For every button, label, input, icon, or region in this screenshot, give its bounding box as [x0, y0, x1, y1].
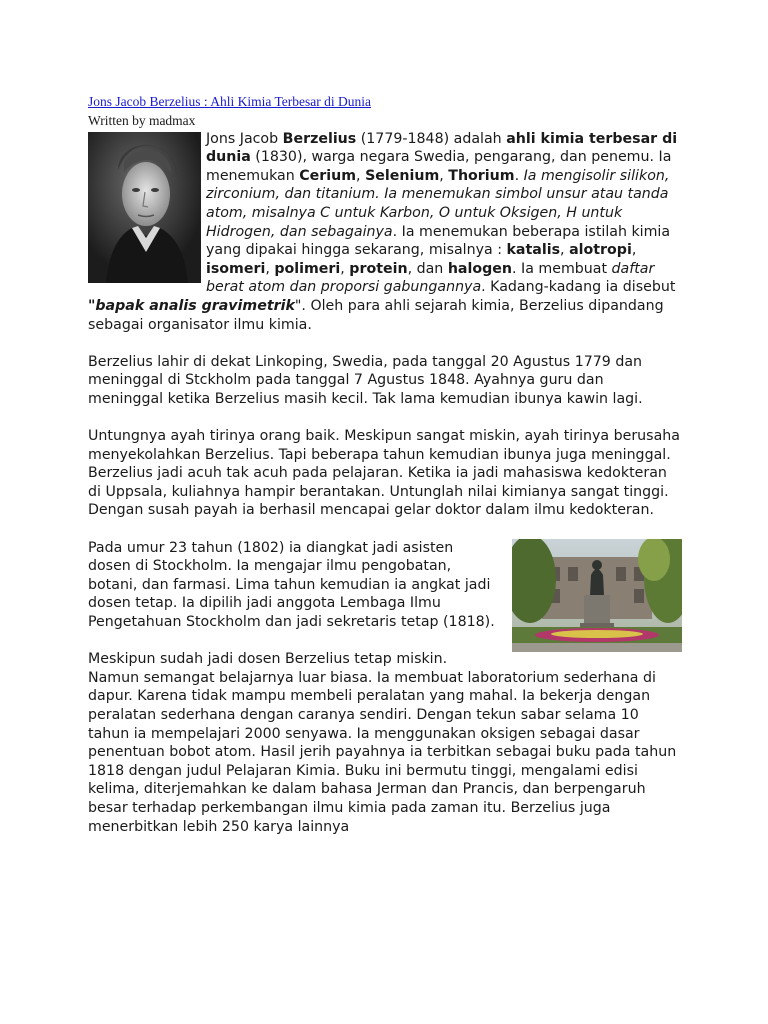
intro-text-6: . — [514, 167, 524, 184]
byline: Written by madmax — [88, 112, 196, 128]
intro-italic-daftar: daftar berat atom dan proporsi gabungannya — [206, 260, 655, 296]
intro-text-5: , — [439, 167, 449, 184]
statue-photo-image — [512, 539, 682, 652]
paragraph-intro — [88, 130, 682, 335]
intro-text-4: , — [356, 167, 366, 184]
intro-bold-ahli-kimia: ahli kimia terbesar di dunia — [206, 130, 678, 166]
intro-italic-isolir: Ia mengisolir silikon, zirconium, dan titanium. Ia menemukan simbol unsur atau tanda atom, misalnya C untuk Karbon, O untuk Oksigen, H untuk Hidrogen, dan sebagainya — [206, 167, 670, 240]
intro-bold-berzelius: Berzelius — [282, 130, 357, 147]
intro-text-15: ". Oleh para ahli sejarah kimia, Berzelius dipandang sebagai organisator ilmu kimia. — [88, 297, 664, 333]
intro-bold-selenium: Selenium — [365, 167, 440, 184]
intro-bold-cerium: Cerium — [299, 167, 357, 184]
intro-text-13: . Ia membuat — [511, 260, 612, 277]
paragraph-birth: Berzelius lahir di dekat Linkoping, Swedia, pada tanggal 20 Agustus 1779 dan meninggal di Stckholm pada tanggal 7 Agustus 1848. Ayahnya guru dan meninggal ketika Berzelius masih kecil. Tak lama kemudian ibunya kawin lagi. — [88, 353, 643, 407]
intro-text-1: Jons Jacob — [206, 130, 283, 147]
paragraph-stepfather: Untungnya ayah tirinya orang baik. Meskipun sangat miskin, ayah tirinya berusaha menyekolahkan Berzelius. Tapi beberapa tahun kemudian ibunya juga meninggal. Berzelius jadi acuh tak acuh pada pelajaran. Ketika ia jadi mahasiswa kedokteran di Uppsala, kuliahnya hampir berantakan. Untunglah nilai kimianya sangat tinggi. Dengan susah payah ia berhasil mencapai gelar doktor dalam ilmu kedokteran. — [88, 428, 680, 519]
intro-text-14: . Kadang-kadang ia disebut — [481, 279, 676, 296]
intro-bold-protein: protein — [349, 260, 408, 277]
intro-text-8: , — [560, 242, 570, 259]
intro-text-2: (1779-1848) adalah — [356, 130, 507, 147]
intro-bold-thorium: Thorium — [448, 167, 515, 184]
intro-bold-halogen: halogen — [447, 260, 512, 277]
intro-text-7: . Ia menemukan beberapa istilah kimia yang dipakai hingga sekarang, misalnya : — [206, 223, 671, 259]
intro-text-3: (1830), warga negara Swedia, pengarang, dan penemu. Ia menemukan — [206, 149, 672, 184]
paragraph-career — [88, 539, 682, 632]
intro-text-12: , dan — [407, 260, 448, 277]
career-text: Pada umur 23 tahun (1802) ia diangkat jadi asisten dosen di Stockholm. Ia mengajar ilmu pengobatan, botani, dan farmasi. Lima tahun kemudian ia angkat jadi dosen tetap. Ia dipilih jadi anggota Lembaga Ilmu Pengetahuan Stockholm dan jadi sekretaris tetap (1818). — [88, 539, 495, 631]
berzelius-portrait-image — [88, 132, 201, 283]
intro-text-9: , — [631, 242, 637, 259]
intro-text-10: , — [265, 260, 275, 277]
paragraph-poverty: Meskipun sudah jadi dosen Berzelius tetap miskin. Namun semangat belajarnya luar biasa. Ia membuat laboratorium sederhana di dapur. Karena tidak mampu membeli peralatan yang mahal. Ia bekerja dengan peralatan sederhana dengan caranya sendiri. Dengan tekun sabar selama 10 tahun ia mempelajari 2000 senyawa. Ia menggunakan oksigen sebagai dasar penentuan bobot atom. Hasil jerih payahnya ia terbitkan sebagai buku pada tahun 1818 dengan judul Pelajaran Kimia. Buku ini bermutu tinggi, mengalami edisi kelima, diterjemahkan ke dalam bahasa Jerman dan Prancis, dan berpengaruh besar terhadap perkembangan ilmu kimia pada zaman itu. Berzelius juga menerbitkan lebih 250 karya lainnya — [88, 651, 677, 835]
intro-bold-katalis: katalis — [506, 242, 561, 259]
intro-text-11: , — [340, 260, 350, 277]
intro-bold-italic-bapak: "bapak analis gravimetrik — [88, 297, 295, 314]
article-title-link[interactable]: Jons Jacob Berzelius : Ahli Kimia Terbesar di Dunia — [88, 94, 371, 109]
intro-bold-alotropi: alotropi — [569, 242, 632, 259]
article — [88, 92, 682, 855]
intro-bold-polimeri: polimeri — [274, 260, 341, 277]
intro-bold-isomeri: isomeri — [206, 260, 266, 277]
